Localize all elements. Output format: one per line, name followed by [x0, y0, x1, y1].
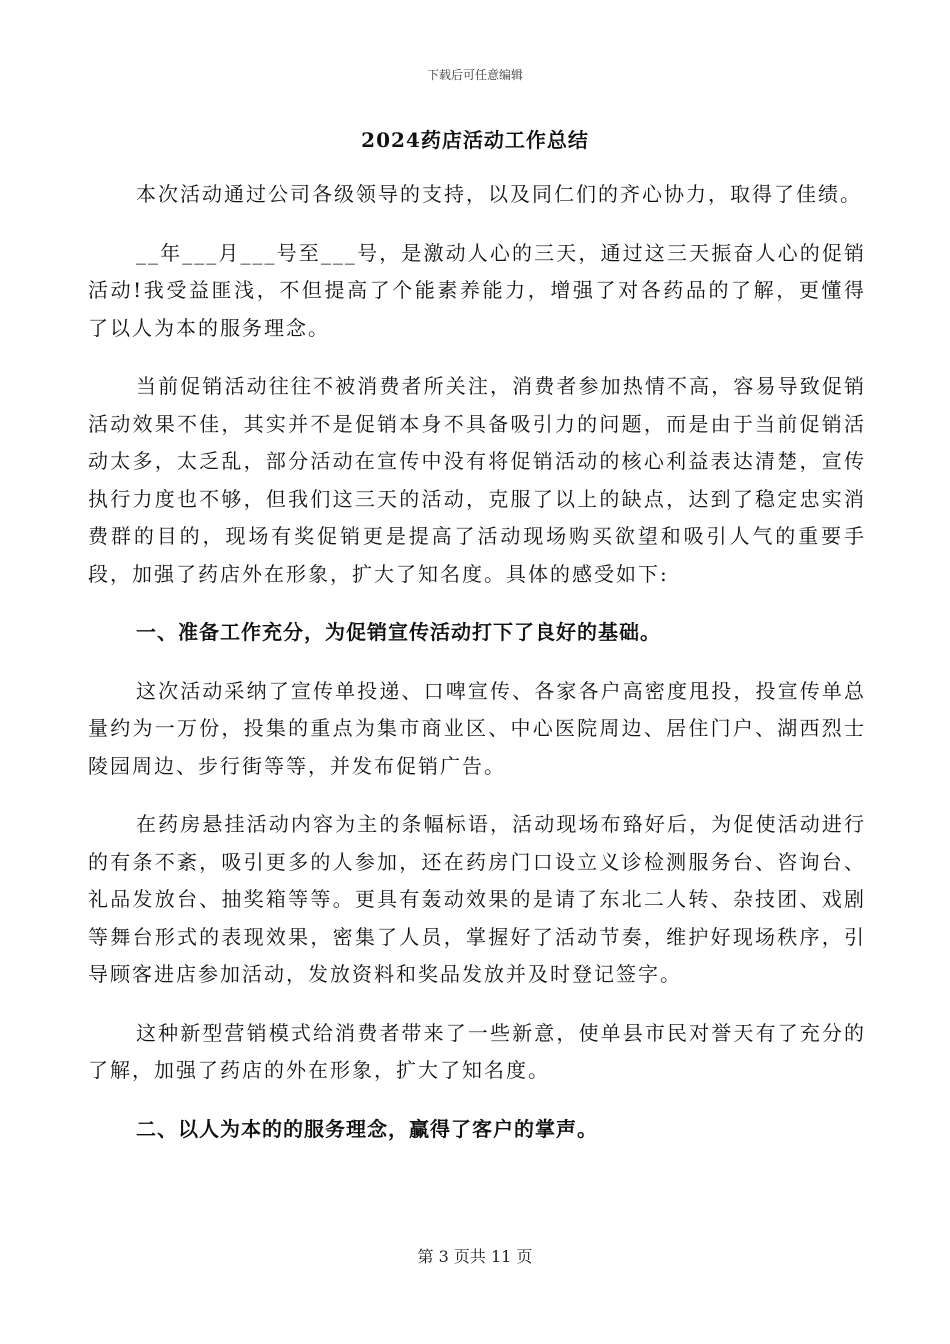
paragraph-onsite: 在药房悬挂活动内容为主的条幅标语，活动现场布臵好后，为促使活动进行的有条不紊，吸引更多的人参加，还在药房门口设立义诊检测服务台、咨询台、礼品发放台、抽奖箱等等。更具有轰动效果的是请了东北二人转、杂技团、戏剧等舞台形式的表现效果，密集了人员，掌握好了活动节奏，维护好现场秩序，引导顾客进店参加活动，发放资料和奖品发放并及时登记签字。: [88, 812, 866, 986]
document-body: [88, 176, 866, 1169]
document-title: 2024药店活动工作总结: [361, 128, 589, 152]
paragraph-intro: 本次活动通过公司各级领导的支持，以及同仁们的齐心协力，取得了佳绩。: [136, 182, 862, 206]
section-heading-1: 一、准备工作充分，为促销宣传活动打下了良好的基础。: [136, 620, 661, 644]
paragraph-background: 当前促销活动往往不被消费者所关注，消费者参加热情不高，容易导致促销活动效果不佳，其实并不是促销本身不具备吸引力的问题，而是由于当前促销活动太多，太乏乱，部分活动在宣传中没有将促销活动的核心利益表达清楚，宣传执行力度也不够，但我们这三天的活动，克服了以上的缺点，达到了稳定忠实消费群的目的，现场有奖促销更是提高了活动现场购买欲望和吸引人气的重要手段，加强了药店外在形象，扩大了知名度。具体的感受如下:: [88, 374, 866, 586]
paragraph-effect: 这种新型营销模式给消费者带来了一些新意，使单县市民对誉天有了充分的了解，加强了药店的外在形象，扩大了知名度。: [88, 1020, 866, 1082]
paragraph-flyers: 这次活动采纳了宣传单投递、口啤宣传、各家各户高密度甩投，投宣传单总量约为一万份，投集的重点为集市商业区、中心医院周边、居住门户、湖西烈士陵园周边、步行街等等，并发布促销广告。: [88, 678, 866, 778]
page-header-note: 下载后可任意编辑: [426, 68, 523, 82]
page-number: 第 3 页共 11 页: [417, 1247, 533, 1266]
section-heading-2: 二、以人为本的的服务理念，赢得了客户的掌声。: [136, 1116, 598, 1141]
paragraph-dates: __年___月___号至___号，是激动人心的三天，通过这三天振奋人心的促销活动!我受益匪浅，不但提高了个能素养能力，增强了对各药品的了解，更懂得了以人为本的服务理念。: [88, 240, 866, 340]
